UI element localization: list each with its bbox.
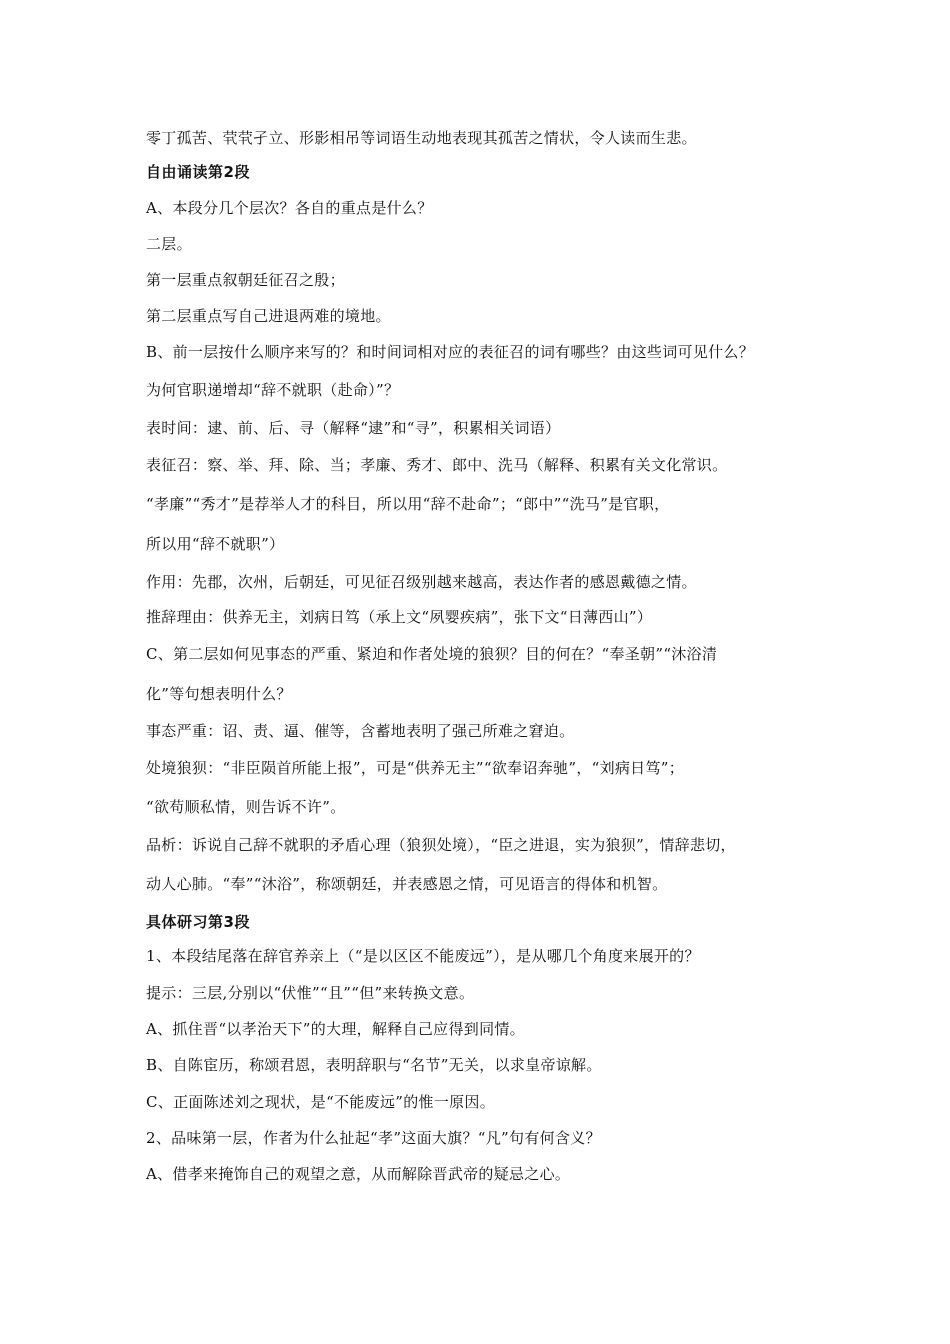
body-line: 所以用“辞不就职”） xyxy=(146,535,285,553)
body-line: 零丁孤苦、茕茕孑立、形影相吊等词语生动地表现其孤苦之情状，令人读而生悲。 xyxy=(146,129,697,147)
question-line: 为何官职递增却“辞不就职（赴命）”？ xyxy=(146,381,400,399)
body-line: 第二层重点写自己进退两难的境地。 xyxy=(146,307,391,325)
body-line: 事态严重：诏、责、逼、催等，含蓄地表明了强己所难之窘迫。 xyxy=(146,722,575,740)
question-line: B、前一层按什么顺序来写的？和时间词相对应的表征召的词有哪些？由这些词可见什么？ xyxy=(146,343,755,361)
body-line: A、借孝来掩饰自己的观望之意，从而解除晋武帝的疑忌之心。 xyxy=(146,1165,571,1183)
body-line: 表征召：察、举、拜、除、当；孝廉、秀才、郎中、洗马（解释、积累有关文化常识。 xyxy=(146,456,728,474)
question-line: 化”等句想表明什么？ xyxy=(146,685,292,703)
body-line: 二层。 xyxy=(146,235,192,253)
question-line: 2、品味第一层，作者为什么扯起“孝”这面大旗？“凡”句有何含义？ xyxy=(146,1129,601,1147)
body-line: “欲苟顺私情，则告诉不许”。 xyxy=(146,798,346,816)
body-line: 品析：诉说自己辞不就职的矛盾心理（狼狈处境），“臣之进退，实为狼狈”，情辞悲切， xyxy=(146,836,736,854)
body-line: 表时间：逮、前、后、寻（解释“逮”和“寻”，积累相关词语） xyxy=(146,419,561,437)
body-line: 推辞理由：供养无主，刘病日笃（承上文“夙婴疾病”，张下文“日薄西山”） xyxy=(146,608,653,626)
question-line: 1、本段结尾落在辞官养亲上（“是以区区不能废远”），是从哪几个角度来展开的？ xyxy=(146,947,700,965)
body-line: 第一层重点叙朝廷征召之殷； xyxy=(146,271,345,289)
body-line: 提示：三层,分别以“伏惟”“且”“但”来转换文意。 xyxy=(146,984,475,1002)
body-line: B、自陈宦历，称颂君恩，表明辞职与“名节”无关，以求皇帝谅解。 xyxy=(146,1056,602,1074)
question-line: C、第二层如何见事态的严重、紧迫和作者处境的狼狈？目的何在？“奉圣朝”“沐浴清 xyxy=(146,645,718,663)
body-line: A、抓住晋“以孝治天下”的大理，解释自己应得到同情。 xyxy=(146,1020,525,1038)
body-line: 处境狼狈：“非臣陨首所能上报”，可是“供养无主”“欲奉诏奔驰”，“刘病日笃”； xyxy=(146,759,685,777)
body-line: 动人心肺。“奉”“沐浴”，称颂朝廷，并表感恩之情，可见语言的得体和机智。 xyxy=(146,875,668,893)
body-line: “孝廉”“秀才”是荐举人才的科目，所以用“辞不赴命”；“郎中”“洗马”是官职， xyxy=(146,495,670,513)
body-line: 作用：先郡，次州，后朝廷，可见征召级别越来越高，表达作者的感恩戴德之情。 xyxy=(146,573,697,591)
section-heading: 自由诵读第2段 xyxy=(146,163,250,181)
section-heading: 具体研习第3段 xyxy=(146,913,250,931)
question-line: A、本段分几个层次？各自的重点是什么？ xyxy=(146,199,433,217)
body-line: C、正面陈述刘之现状，是“不能废远”的惟一原因。 xyxy=(146,1093,496,1111)
